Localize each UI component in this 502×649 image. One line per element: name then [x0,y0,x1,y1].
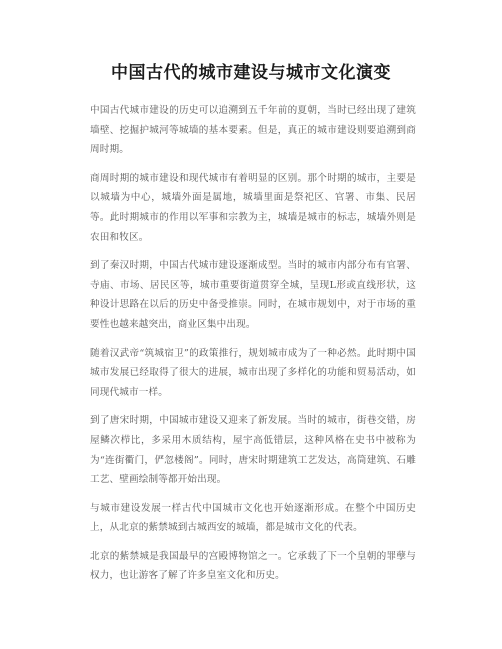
paragraph: 与城市建设发展一样古代中国城市文化也开始逐渐形成。在整个中国历史上，从北京的紫禁城到古城西安的城墙，都是城市文化的代表。 [90,502,416,534]
paragraph: 到了秦汉时期，中国古代城市建设逐渐成型。当时的城市内部分布有官署、寺庙、市场、居民区等，城市重要街道贯穿全城，呈现L形或直线形状，这种设计思路在以后的历史中备受推崇。同时，在城市规划中，对于市场的重要性也越来越突出，商业区集中出现。 [90,260,416,330]
document-body [90,101,416,595]
paragraph: 中国古代城市建设的历史可以追溯到五千年前的夏朝，当时已经出现了建筑墙壁、挖掘护城河等城墙的基本要素。但是，真正的城市建设则要追溯到商周时期。 [90,105,416,156]
paragraph: 到了唐宋时期，中国城市建设又迎来了新发展。当时的城市，街巷交错，房屋鳞次栉比，多采用木质结构，屋宇高低错层，这种风格在史书中被称为为“连街衢门，俨忽楼阁”。同时，唐宋时期建筑工艺发达，高筒建筑、石雕工艺、壁画绘制等都开始出现。 [90,415,416,486]
paragraph: 随着汉武帝“筑城宿卫”的政策推行，规划城市成为了一种必然。此时期中国城市发展已经取得了很大的进展，城市出现了多样化的功能和贸易活动，如同现代城市一样。 [90,347,416,398]
paragraph: 商周时期的城市建设和现代城市有着明显的区别。那个时期的城市，主要是以城墙为中心，城墙外面是属地，城墙里面是祭祀区、官署、市集、民居等。此时期城市的作用以军事和宗教为主，城墙是城市的标志，城墙外则是农田和牧区。 [90,172,416,243]
document-title: 中国古代的城市建设与城市文化演变 [111,63,391,83]
paragraph: 北京的紫禁城是我国最早的宫殿博物馆之一。它承载了下一个皇朝的罪孽与权力，也让游客了解了许多皇室文化和历史。 [90,550,416,582]
